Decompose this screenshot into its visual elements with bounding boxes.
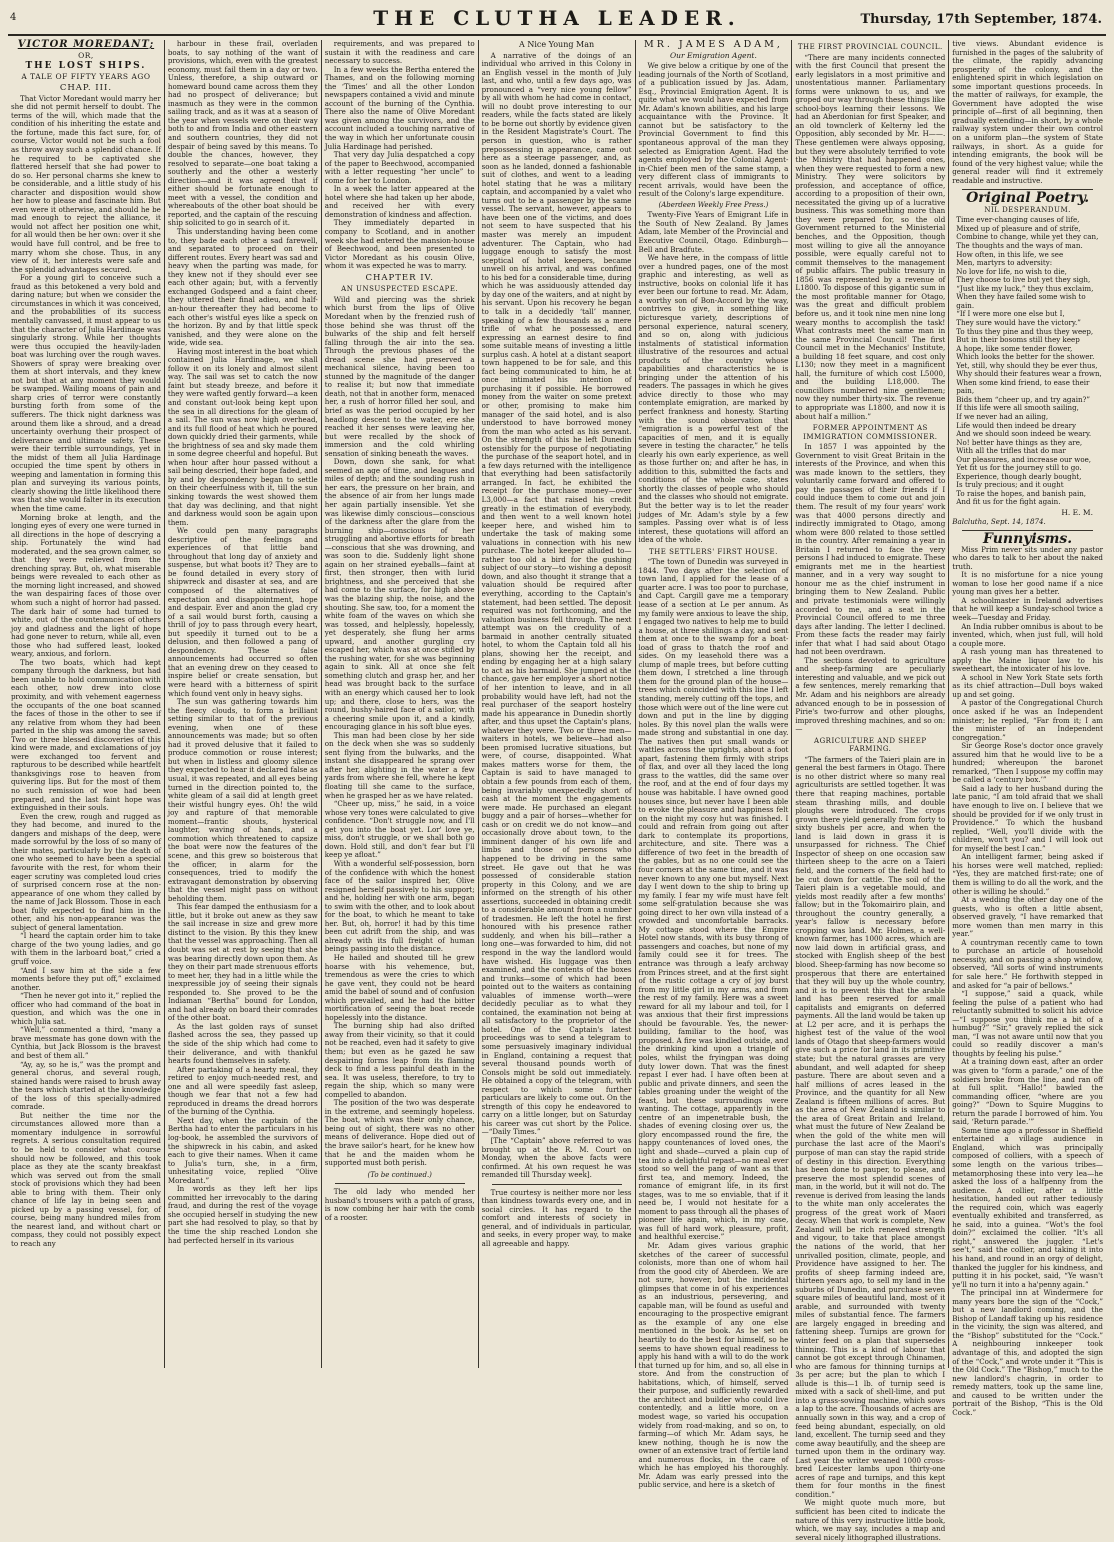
column-2	[165, 40, 322, 1368]
paragraph: A narrative of the doings of an individual who arrived in this Colony in an English vessel in the month of July last, and who, until a few days ago, was pronounced a “very nice young fellow” by all with whom he had come in contact, will no doubt prove interesting to our readers, while the facts stated are likely to be borne out shortly by evidence given in the Resident Magistrate's Court. The person in question, who is rather prepossessing in appearance, came out here as a steerage passenger, and, as soon as he landed, donned a fashionable suit of clothes, and went to a leading hotel stating that he was a military captain, and accompanied by a valet who turns out to be a passenger by the same vessel. The servant, however, appears to have been one of the victims, and does not seem to have suspected that his master was merely an impudent adventurer. The Captain, who had luggage enough to satisfy the most sceptical of hotel keepers, became unwell on his arrival, and was confined to his bed for a considerable time, during which he was assiduously attended day by day one of the waiters, and at night by his servant. Upon his recovery he began to talk in a decidedly ‘tall’ manner, speaking of a few thousands as a mere trifle of what he possessed, and expressing an earnest desire to find some suitable means of investing a little surplus cash. A hotel at a distant seaport town happened to be for sale, and this fact being communicated to him, he at once intimated his intention of purchasing it if possible. He borrowed money from the waiter on some pretext or other, promising to make him manager of the said hotel, and is also understood to have borrowed money from the man who acted as his servant. On the strength of this he left Dunedin ostensibly for the purpose of negotiating the purchase of the seaport hotel, and in a few days returned with the intelligence that everything had been satisfactorily arranged. In fact, he exhibited the receipt for the purchase money—over L3,000—a fact that raised his credit greatly in the estimation of everybody, and then went to a well known hotel keeper here, and wished him to undertake the task of making some valuations in connection with his new purchase. The hotel keeper alluded to—rather too old a bird for the gushing subject of our story—to wishing a deposit down, and also thought it strange that a valuation should be required after everything, according to the Captain's statement, had been settled. The deposit required was not forthcoming, and the valuation business fell through. The next attempt was on the credulity of a barmaid in another centrally situated hotel, to whom the Captain told all his plans, showing her the receipt, and ending by engaging her at a high salary to act as his barmaid. She jumped at the chance, gave her employer a short notice of her intention to leave, and in all probability would have left, had not the real purchaser of the seaport hostelry made his appearance in Dunedin shortly after, and thus upset the Captain's plans, whatever they were. Two or three men—waiters in hotels, we believe—had also been promised lucrative situations, but were, of course, disappointed. What makes matters worse for them, the Captain is said to have managed to obtain a few pounds from each of them, being invariably unexpectedly short of cash at the moment the engagements were made. He purchased an elegant buggy and a pair of horses—whether for cash or on credit we do not know—and occasionally drove about town, to the imminent danger of his own life and limbs and those of persons who happened to be driving in the same street. He gave out that he was possessed of considerable station property in this Colony, and we are informed on the strength of his other assertions, succeeded in obtaining credit to a considerable amount from a number of tradesmen. He left the hotel he first honoured with his presence rather suddenly, and when his bill—rather a long one—was forwarded to him, did not respond in the way the landlord would have wished. His luggage was then examined, and the contents of the boxes and trunks—some of which had been pointed out to the waiters as containing valuables of immense worth—were decidedly peculiar as to what they contained, the examination not being at all satisfactory to the proprietor of the hotel. One of the Captain's latest proceedings was to send a telegram to some persuasively imaginary individual in England, containing a request that several thousand pounds worth of Consols might be sold out immediately. He obtained a copy of the telegram, with respect to which some further particulars are likely to come out. On the strength of this copy he endeavored to carry on a little longer, but on Saturday his career was cut short by the Police.—“Daily Times.”	[481, 50, 632, 1137]
poem-signature: H. E. M.	[1061, 507, 1093, 517]
joke: Miss Prim never sits under any pastor who dares to talk to her about the naked truth.	[952, 544, 1103, 571]
paragraph: “The farmers of the Taieri plain are in general the best farmers in Otago. There is no other district where so many real agriculturists are settled together. It was there that reaping machines, portable steam thrashing mills, and double ploughs were introduced. The crops grown there yield generally from forty to sixty bushels per acre, and when the land is laid down in grass it is unsurpassed for richness. The Chief Inspector of sheep on one occasion saw thirteen sheep to the acre on a Taieri field, and the corners of the field had to be cut down for cattle. The soil of the Taieri plain is a vegetable mould, and yields most readily after a few months' fallow; but in the Tokomairiro plain, and throughout the country generally, a year's fallow is necessary before cropping was land. Mr. Holmes, a well-known farmer, has 1000 acres, which are now laid down in artificial grass, and stocked with English sheep of the best blood. Sheep-farming has now become so prosperous that there are entertained that they will buy up the whole country, and it is to prevent this that the arable land has been reserved for small capitalists and emigrants on deferred payments. All the land would be taken up at L2 per acre, and it is perhaps the highest test of the value of the wool lands of Otago that sheep-farmers would give such a price for land in its primitive state; but the natural grasses are very abundant, and well adapted for sheep pasture. There are about seven and a half millions of acres leased in the Province, and the quantity for all New Zealand is fifteen millions of acres. But as the area of New Zealand is similar to the area of Great Britain and Ireland, what must the future of New Zealand be when the gold of the white men will purchase the last acre of the Maori's purpose of man can stay the rapid stride of destiny in this direction. Everything has been done to pauper, to please, and preserve the most splendid scenes of man, in the world, but it will not do. The revenue is derived from leasing the lands to the white man only accelerates the progress of the great work of Maori decay. When that work is complete, New Zealand will be rich renewed strength and vigour, to take that place amongst the nations of the world, that her unrivalled position, climate, people, and Providence have assigned to her. The profits of sheep farming indeed are, thirteen years ago, to sell my land in the suburbs of Dunedin, and purchase seven square miles of beautiful land, most of it arable, and surrounded with twenty miles of substantial fence. The farmers are largely engaged in breeding and fattening sheep. Turnips are grown for winter feed on a plan that supersedes thinning. This is a kind of labour that cannot be got except through Chinamen, who are famous for thinning turnips at 3s per acre; but the plan to which I allude is this—1 lb. of turnip seed is mixed with a sack of shell-lime, and put into a grass-sowing machine, which sows a lap to the acre. Thousands of acres are annually sown in this way, and a crop of feed being abundant, especially, on old land, excellent. The turnip seed and they come away beautifully, and the sheep are turned upon them in the ordinary way. Last year the writer weaned 1000 cross-bred Leicester lambs upon thirty-one acres of rape and turnips, and this kept them for four months in the finest condition.”	[795, 754, 946, 1499]
poem-line: The thoughts and the ways of man.	[956, 241, 1083, 251]
column-4	[479, 40, 636, 1368]
chapter-heading: CHAP. III.	[59, 83, 113, 94]
paragraph: He hailed and shouted till he grew hoarse with his vehemence, but, tremendous as were the cries to which he gave vent, they could not be heard amid the babel of sound and of confusion which prevailed, and he had the bitter mortification of seeing the boat recede hopelessly into the distance.	[324, 952, 475, 1022]
divider	[335, 1183, 465, 1184]
poem-dateline: Balclutha, Sept. 14, 1874.	[952, 516, 1046, 526]
joke: “I suppose,” said a quack, while feeling the pulse of a patient who had reluctantly submitted to solicit his advice—“I suppose you think me a bit of a humbug?” “Sir,” gravely replied the sick man, “I was not aware until now that you could so readily discover a man's thoughts by feeling his pulse.”	[952, 989, 1103, 1058]
paragraph: In a week the latter appeared at the hotel where she had taken up her abode, and received her with every demonstration of kindness and affection.	[324, 184, 475, 219]
paragraph: We give below a critique by one of the leading journals of the North of Scotland, of a publication issued by Jas. Adam, Esq., Provincial Emigration Agent. It is quite what we would have expected from Mr. Adam's known abilities, and his large acquaintance with the Province. It cannot but be satisfactory to the Provincial Government to find this spontaneous approval of the man they selected as Emigration Agent. Had the agents employed by the Colonial Agent-in-Chief been men of the same stamp, a very different class of immigrants to recent arrivals, would have been the result of the Colony's large expenditure.	[638, 61, 789, 199]
joke: At a wedding the other day one of the guests, who is often a little absent, observed gravely, “I have remarked that more women than men marry in this year.”	[952, 895, 1103, 939]
paragraph: “There are many incidents connected with the first Council that present the early legislators in a most primitive and unostentatious manner. Parliamentary forms were unknown to us, and we groped our way through these things like school-boys learning their lessons. We had an Aberdonian for first Speaker, and an old townclerk of Kelterny led the Opposition, ably seconded by Mr. H——. These gentlemen were always opposing, but they were absolutely terrified to vote the Ministry that had happened ones, when they were requested to form a new Ministry. They were solicitors by profession, and acceptance of office, according to a proposition of their own, necessitated the giving up of a lucrative business. This was something more than they were prepared for, so the old Government returned to the Ministerial benches, and the Opposition, though most willing to give all the annoyance possible, were equally careful not to commit themselves to the management of public affairs. The public treasury in 1856 was represented by a revenue of L1800. To dispose of this gigantic sum in the most profitable manner for Otago, was the great and difficult problem before us, and it took nine men nine long weary months to accomplish the task! What contrasts meet the same man in the same Provincial Council! The first Council met in the Mechanics' Institute, a building 18 feet square, and cost only L130; now they meet in a magnificent hall, the furniture of which cost L5000, and the building L18,000. The councillors numbered nine gentlemen; now they number thirty-six. The revenue to appropriate was L1800, and now it is about half a million.”	[795, 52, 946, 421]
joke: A pastor of the Congregational Church once asked if he was an Independent minister; he replied, “Far from it; I am the minister of an Independent congregation.”	[952, 698, 1103, 742]
poem-line: Yet fit us for the journey still to go.	[956, 463, 1082, 473]
poem-line: How often, in this life, we see	[956, 249, 1064, 259]
joke: Some time ago a professor in Sheffield entertained a village audience in England, which was principally composed of colliers, with a speech of some length on the various tribes—metamorphosing these into very lea—he asked the loss of a halfpenny from the audience. A collier, after a little hesitation, handed out rather tediously the required coin, which was eagerly eventually exhibited and transferred, as he said, into a guinea. “Wot's the fool doin?” exclaimed the collier. “It's all right,” answered the juggler. “Let's see't,” said the collier, and taking it into his hand, and round in an orgy of delight, thanked the juggler for his kindness, and putting it in his pocket, said, “Ye wasn't ye'll no turn it into a ha'penny again.”	[952, 1125, 1103, 1289]
poem-line: No! better have things as they are,	[956, 437, 1083, 447]
paragraph: The old lady who mended her husband's trousers with a patch of grass, is now combing her hair with the comb of a rooster.	[324, 1187, 475, 1222]
joke: Sir George Rose's doctor once gravely assured him that he would live to be a hundred; whereupon the baronet remarked, “Then I suppose my coffin may be called a ‘century box.’”	[952, 741, 1103, 785]
poem-line: “Just like my luck,” they thus exclaim,	[956, 283, 1094, 293]
paragraph: That very day Julia despatched a copy of the paper to Beechwood, accompanied with a letter requesting “her uncle” to come for her to London.	[324, 150, 475, 185]
paragraph: “Cheer up, miss,” he said, in a voice whose very tones were calculated to give confidence. “Don't struggle now, and I'll get you into the boat yet. Lor' love ye, miss, don't struggle, or we shall both go down. Hold still, and don't fear but I'll keep ye afloat.”	[324, 799, 475, 860]
paragraph: Mr. Adam gives various graphic sketches of the career of successful colonists, more than one of whom hail from the good city of Aberdeen. We are not sure, however, but the incidental glimpses that come in of his experiences as an industrious, persevering, and capable man, will be found as useful and encouraging to the prospective emigrant as the example of any one else mentioned in the book. As he set on heartily to do the best for himself, so he seems to have shown equal readiness to apply his hand with a will to do the work that turned up for him, and so, all else in store. And from the construction of habitations, which, of himself, served their purpose, and sufficiently rewarded the architect and builder who could live contentedly, and a little more, on a modest wage, so varied his occupation widely from road-making, and so on, to farming—of which Mr. Adam says, he knew nothing, though he is now the owner of an extensive tract of fertile land and numerous flocks, in the care of which he has employed his thoroughly. Mr. Adam was early pressed into the public service, and here is a sketch of	[638, 1241, 789, 1490]
poem-line: Combine to change, while yet they can,	[956, 232, 1099, 242]
article-title: MR. JAMES ADAM,	[644, 39, 783, 50]
paragraph: This fear damped the enthusiasm for a little, but it broke out anew as they saw the sail increase in size and grew more distinct to the vision. By this they knew that the vessel was approaching. Then all doubt was set at rest by seeing that she was bearing directly down upon them. As they on their part made strenuous efforts to meet her, they had in a little while the inexpressible joy of seeing their signals responded to. She proved to be the Indiaman “Bertha” bound for London, and had already on board their comrades of the other boat.	[167, 902, 318, 1023]
poem-title: NIL DESPERANDUM.	[984, 205, 1071, 214]
column-1	[8, 40, 165, 1368]
chapter-heading: CHAPTER IV.	[365, 272, 434, 283]
serial-title: VICTOR MOREDANT;	[17, 39, 155, 50]
newspaper-title: THE CLUTHA LEADER.	[373, 6, 741, 30]
paragraph: In a few weeks the Bertha entered the Thames, and on the following morning the ‘Times’ and all the other London newspapers contained a vivid and minute account of the burning of the Cynthia. There also the name of Olive Moredant was given among the survivors, and the account included a touching narrative of the way in which her unfortunate cousin Julia Hardinage had perished.	[324, 64, 475, 151]
paragraph: The sections devoted to agriculture and sheep-farming are peculiarly interesting and valuable, and we pick out a few sentences, merely remarking that Mr. Adam and his neighbors are already advanced enough to be in possession of Pirie's two-furrow and other ploughs, improved threshing machines, and so on:—	[795, 655, 946, 734]
poem-line: “If I were more one else but I,	[956, 309, 1065, 319]
paragraph: requirements, and was prepared to sustain it with the readiness and care necessary to success.	[324, 39, 475, 66]
issue-date: Thursday, 17th September, 1874.	[860, 12, 1102, 27]
poem-line: A hope, like some tender flower,	[956, 343, 1073, 353]
paragraph: In words as they left her lips committed her irrevocably to the daring fraud, and during the rest of the voyage she occupied herself in studying the new part she had resolved to play, so that by the time the ship reached London she had perfected herself in its various	[167, 1184, 318, 1245]
poem-line: But in their bosoms still they keep	[956, 335, 1080, 345]
article-subtitle: Our Emigration Agent.	[670, 50, 757, 60]
section-heading: AGRICULTURE AND SHEEP FARMING.	[814, 736, 927, 754]
paragraph: For a young girl to conceive such a fraud as this betokened a very bold and daring nature; but when we consider the circumstances in which it was conceived, and the probabilities of its success mentally canvassed, it must appear to us that the character of Julia Hardinage was singularly strong. While her thoughts were thus occupied the heavily-laden boat was lurching over the rough waves. Showers of spray were breaking over them at short intervals, and they knew not but that at any moment they would be swamped. Wailing moans of pain and sharp cries of terror were constantly bursting forth from some of the sufferers. The thick night darkness was around them like a shroud, and a dread uncertainty overhung their prospect of deliverance and ultimate safety. These were their terrible surroundings, yet in the midst of them all Julia Hardinage occupied the time spent by others in weeping and lamentation in forming this plan and surveying its various points, clearly showing the little likelihood there was that she would falter in its execution when the time came.	[11, 273, 161, 513]
poem-line: With all the trifles that do mar	[956, 446, 1066, 456]
poem-line: Time ever-changing causes of life,	[956, 215, 1080, 225]
poem-line: And fit us for the fight again.	[956, 497, 1061, 507]
paragraph: Even the crew, rough and rugged as they had become, and inured to the dangers and mishaps of the deep, were made sorrowful by the loss of so many of their mates, particularly by the death of one who seemed to have been a special favourite with the rest, for whom their eager scrutiny was completed loud cries of surprised concern rose at the non-appearance of one whom they called by the name of Jack Blossom. Those in each boat fully expected to find him in the other, and his non-appearance was the subject of general lamentation.	[11, 811, 161, 932]
paragraph: That Victor Moredant would marry her she did not permit herself to doubt. The terms of the will, which made that the condition of his inheriting the estate and the fortune, made this fact sure, for, of course, Victor would not be such a fool as throw away such a splendid chance. If he required to be captivated she flattered herself that she had power to do so. Her personal charms she knew to be considerable, and a little study of his character and disposition would show her how to please and fascinate him. But even were it otherwise, and should he be mad enough to reject the alliance, it would not affect her position one whit, for all would then be her own: over it she would have full control, and be free to marry whom she chose. Thus, in any view of it, her interests were safe and the splendid advantages secured.	[11, 93, 161, 274]
paragraph: Wild and piercing was the shriek which burst from the lips of Olive Moredant when by the frenzied rush of those behind she was thrust off the bulwarks of the ship and felt herself falling through the air into the sea. Through the previous phases of the dread scene she had preserved a mechanical silence, having been too stunned by the magnitude of the danger to realise it; but now that immediate death, not that in another form, menaced her, a rush of horror filled her soul, and brief as was the period occupied by her headlong descent to the water, ere she reached it her senses were leaving her, but were recalled by the shock of immersion and the cold whirling sensation of sinking beneath the waves.	[324, 294, 475, 458]
paragraph: [The “Captain” above referred to was brought up at the R. M. Court on Monday, when the above facts were confirmed. At his own request he was remanded till Thursday week].	[481, 1136, 632, 1180]
paragraph: “I heard the captain order him to take charge of the two young ladies, and go with them in the larboard boat,” cried a gruff voice.	[11, 931, 161, 966]
serial-or: OR,	[78, 50, 94, 60]
paragraph: We could pen many paragraphs descriptive of the feelings and experiences of that little band throughout that long day of anxiety and suspense, but what boots it? They are to be found detailed in every story of shipwreck and disaster at sea, and are composed of the alternatives of expectation and disappointment, hope and despair. Ever and anon the glad cry of a sail would burst forth, causing a thrill of joy to pass through every heart, but speedily it turned out to be a delusion, and then followed a pang of despondency. These false announcements had occurred so often that an evening drew on they ceased to inspire belief or create sensation, but were heard with a bitterness of spirit which found vent only in heavy sighs.	[167, 526, 318, 698]
poem-line: They sure would have the victory.”	[956, 317, 1081, 327]
poem-line: Men, martyrs to adversity:	[956, 258, 1053, 268]
poem-line: They choose to live but yet they sigh,	[956, 275, 1091, 285]
poem-line: When some kind friend, to ease their pain,	[956, 377, 1090, 396]
joke: A rash young man has threatened to apply the Maine liquor law to his sweetheart, the intoxicater of his love.	[952, 647, 1103, 674]
paragraph: This understanding having been come to, they bade each other a sad farewell, and separated to proceed on their different routes. Every heart was sad and heavy when the parting was made, for they knew not if they should ever see each other again; but, with a fervently exchanged Godspeed and a faint cheer, they uttered their final adieu, and half-an-hour thereafter they had become to each other's wistful eyes like a speck on the horizon. By and by that little speck vanished, and they were alone on the wide, wide sea.	[167, 227, 318, 348]
paragraph: The position of the two was desperate in the extreme, and seemingly hopeless. The boat, which was their only chance, being out of sight, there was no other means of deliverance. Hope died out of the brave sailor's heart, for he knew how that he and the maiden whom he supported must both perish.	[324, 1098, 475, 1168]
poem	[952, 216, 1103, 507]
paragraph: True courtesy is neither more nor less than kindness towards every one, and in social circles. It has regard to the comfort and interests of society in general, and of individuals in particular, and seeks, in every proper way, to make all agreeable and happy.	[481, 1187, 632, 1249]
paragraph: Down, down she sank, for what seemed an age of time, and leagues and miles of depth; and the sounding rush in her ears, the pressure on her brain, and the absence of air from her lungs made her again partially insensible. Yet she was likewise dimly conscious—conscious of the darkness after the glare from the burning ship—conscious of her struggling and abortive efforts for breath—conscious that she was drowning, and was soon to die. Suddenly light shone again on her strained eyeballs—faint at first, then stronger, then with lurid brightness, and she perceived that she had come to the surface, for high above was the blazing ship, the noise, and the shouting. She saw, too, for a moment the white foam of the waves on which she was tossed, and helplessly, hopelessly, yet desperately, she flung her arms upward, and another gurgling cry escaped her, which was at once stifled by the rushing water, for she was beginning again to sink. All at once she felt something clutch and grasp her, and her head was brought back to the surface with an energy which caused her to look up; and there, close to hers, was the round, bushy-haired face of a sailor, with a cheering smile upon it, and a kindly, encouraging glance in his soft blue eyes.	[324, 457, 475, 732]
poem-line: Yet, still, why should they be ever thus,	[956, 360, 1098, 370]
review-heading: Twenty-Five Years of Emigrant Life in the South of New Zealand. By James Adam, late Member of the Provincial and Executive Council, Otago. Edinburgh—Bell and Bradfute.	[638, 210, 789, 254]
paragraph: harbour in these frail, overladen boats, to say nothing of the want of provisions, which, even with the greatest economy, must fail them in a day or two. Unless, therefore, a ship outward or homeward bound came across them they had no prospect of deliverance; but inasmuch as they were in the common sailing track, and as it was at a season of the year when vessels were on their way both to and from India and other eastern and southern countries, they did not despair of being saved by this means. To double the chances, however, they resolved to separate—one boat taking a southerly and the other a westerly direction—and it was agreed that if either should be fortunate enough to meet with a vessel, the condition and whereabouts of the other boat should be reported, and the captain of the rescuing ship solicited to go in search of it.	[167, 39, 318, 228]
poem-line: To thus they pine and thus they weep,	[956, 326, 1094, 336]
paragraph: Next day, when the captain of the Bertha had to enter the particulars in his log-book, he assembled the survivors of the shipwreck in his cabin, and asked each to give their names. When it came to Julia's turn, she, in a firm, unhesitating voice, replied “Olive Moredant.”	[167, 1115, 318, 1185]
paragraph: The burning ship had also drifted away from their vicinity, so that it could not be reached, even had it safety to give them; but even as he gazed he saw despairing forms leap from its flaming deck to find a less painful death in the sea. It was useless, therefore, to try to regain the ship, which so many were compelled to abandon.	[324, 1021, 475, 1099]
joke: At a training down east, after an order was given to “form a parade,” one of the soldiers broke from the line, and ran off at full split. “Hallo!” bawled the commanding officer, “where are you going?” “Down to Squire Muggins to return the parade I borrowed of him. You said, ‘Return parade.’”	[952, 1057, 1103, 1127]
poem-line: And we should soon indeed be weary.	[956, 429, 1092, 439]
column-3	[322, 40, 479, 1368]
paragraph: This man had been close by her side on the deck when she was so suddenly sent flying from the bulwarks, and the instant she disappeared he sprang over after her, alighting in the water a few yards from where she fell, where he kept floating till she came to the surface, when he grasped her as we have related.	[324, 730, 475, 800]
poem-line: Which looks the better for the shower.	[956, 352, 1095, 362]
poem-line: If this life were all smooth sailing,	[956, 403, 1079, 413]
paragraph: But neither the time nor the circumstances allowed more than a momentary indulgence in sorrowful regrets. A serious consultation required to be held to consider what course should now be followed, and this took place as they ate the scanty breakfast which was served out from the small stock of provisions which they had been able to bring with them. Their only chance of life lay in being seen and picked up by a passing vessel, for, of course, being many hundred miles from the nearest land, and without chart or compass, they could not possibly expect to reach any	[11, 1110, 161, 1249]
paragraph: “Ay, ay, so he is,” was the prompt and general chorus, and several rough, stained hands were raised to brush away the tears which started at the knowledge of the loss of this specially-admired comrade.	[11, 1059, 161, 1112]
article-heading: A Nice Young Man	[519, 40, 595, 49]
column-6	[792, 40, 949, 1542]
poem-line: Our pleasures, and increase our woe,	[956, 454, 1092, 464]
columns	[8, 36, 1106, 1542]
poem-line: To raise the hopes, and banish pain,	[956, 488, 1087, 498]
poetry-section-title: Original Poetry.	[966, 190, 1090, 207]
serial-tagline: A TALE OF FIFTY YEARS AGO	[21, 71, 151, 81]
poem-line: Is truly precious; and it ought	[956, 480, 1064, 490]
poem-line: If we never had an ailing,	[956, 411, 1049, 421]
chapter-subheading: AN UNSUSPECTED ESCAPE.	[341, 285, 459, 294]
source-line: (Aberdeen Weekly Free Press.)	[658, 200, 769, 209]
divider	[492, 1184, 622, 1185]
paragraph: Morning broke at length, and the longing eyes of every one were turned in all directions in the hope of descrying a ship. Fortunately the wind had moderated, and the sea grown calmer, so that they were relieved from the drenching spray. But, oh, what miserable beings were revealed to each other as the morning light increased, and showed the wan despairing faces of those over whom such a night of horror had passed. The dark hair of some had turned to white, out of the countenances of others joy and gladness and the light of hope had gone never to return, while all, even those who had suffered least, looked weary, anxious, and forlorn.	[11, 512, 161, 659]
joke: A countryman recently came to town to purchase an article of household necessity, and on passing a shop window, observed, “All sorts of wind instruments for sale here.” He forthwith stepped in and asked for “a pair of bellows.”	[952, 937, 1103, 990]
column-7	[949, 39, 1106, 1417]
poem-line: When they have failed some wish to gain.	[956, 292, 1086, 310]
column-5	[636, 39, 793, 1490]
paragraph: tive views. Abundant evidence is furnished in the pages of the salubrity of the climate, the rapidly advancing prosperity of the colony, and the enlightened spirit in which legislation on some important questions proceeds. In the matter of railways, for example, the Government have adopted the wise principle of—first of all beginning, then gradually extending—in short, by a whole railway system under their own control on a uniform plan—the system of State railways, in short. As a guide for intending emigrants, the book will be found of the very highest value; while the general reader will find it extremely readable and instructive.	[952, 39, 1103, 185]
paragraph: In 1857 I was appointed by the Government to visit Great Britain in the interests of the Province, and when this was made known to the settlers, they voluntarily came forward and offered to pay the passages of their friends if I could induce them to come out and join them. The result of my four years' work was that 4000 persons directly and indirectly immigrated to Otago, among whom were 800 related to those settled in the country. After remaining a year in Britain I returned to face the very persons I had induced to emigrate. These emigrants met me in the heartiest manner, and in a very way sought to honour me as the chief instrument in bringing them to New Zealand. Public and private testimonials were willingly accorded to me, and a seat in the Provincial Council offered to me three days after landing. The letter I declined. From these facts the reader may fairly infer that what I had said about Otago had not been overdrawn.	[795, 442, 946, 657]
paragraph: After partaking of a hearty meal, they retired to enjoy much-needed rest, and one and all were speedily fast asleep, though we fear that not a few had reproduced in dreams the dread horrors of the burning of the Cynthia.	[167, 1064, 318, 1117]
paragraph: “Then he never got into it,” replied the officer who had command of the boat in question, and which was the one in which Julia sat.	[11, 991, 161, 1026]
joke: A school in New York State sets forth as its chief attraction—Dull boys waked up and set going.	[952, 672, 1103, 699]
poem-line: No love for life, no wish to die,	[956, 266, 1067, 276]
poem-line: Mixed up of pleasure and of strife,	[956, 223, 1081, 233]
poem-line: Bids them “cheer up, and try again?”	[956, 394, 1090, 404]
section-heading: THE SETTLERS' FIRST HOUSE.	[648, 547, 778, 556]
paragraph: Having most interest in the boat which contained Julia Hardinage, we shall follow it on its lonely and almost silent way. The sail was set to catch the now faint but steady breeze, and before it they were wafted gently forward—a keen and constant out-look being kept upon the sea in all directions for the gleam of a sail. The sun was now high overhead, and its full flood of heat which he poured down quickly dried their garments, while the brightness of sea and sky made them in some degree cheerful and hopeful. But when hour after hour passed without a sail being descried, their hope faded, and by and by despondency began to settle on their cheerfulness with it, till the sun sinking towards the west showed them that day was declining, and that night and darkness would soon be again upon them.	[167, 346, 318, 527]
page-number: 4	[10, 12, 17, 23]
paragraph: They immediately departed in company to Scotland, and in another week she had entered the mansion-house of Beechwood, and been presented to Victor Moredant as his cousin Olive, whom it was expected he was to marry.	[324, 218, 475, 271]
paragraph: “The town of Dunedin was surveyed in 1844. Two days after the selection of town land, I applied for the lease of a quarter acre. I was too poor to purchase, and Capt. Cargill gave me a temporary lease of a section at Le per annum. As my family were anxious to leave the ship, I engaged two natives to help me to build a house, at three shillings a day, and sent them at once to the swamp for a boat-load of grass to thatch the roof and sides. On my leasehold there was a clump of maple trees, but before cutting them down, I stretched a line through them for the ground plan of the house—trees which coincided with this line I left standing, merely cutting off the tops, and those which were out of the line were cut down and put in the line by digging holes. By this novel plan the walls were made strong and substantial in one day. The natives then put small wands or wattles across the uprights, about a foot apart, fastening them firmly with strips of flax, and over all they laced the long grass to the wattles, did the same over the roof, and at the end of four days my house was habitable. I have owned good houses since, but never have I been able to evoke the pleasure and happiness felt on the night my cosy hut was finished. I could and refrain from going out after dark to contemplate its proportions, architecture, and site. There was a difference of two feet in the breadth of the gables, but as no one could see the four corners at the same time, and it was never known to any one but myself. Next day I went down to the ship to bring up my family. I fear my wife must have felt some self-gratulation because she was going direct to her own villa instead of a crowded and uncomfortable barracks. My cottage stood where the Empire Hotel now stands, with its busy throng of passengers and coaches, but none of my family could see it for trees. The entrance was through a leafy archway from Princes street, and at the first sight of the rustic cottage a cry of joy burst from my little girl in my arms, and from the rest of my family. Here was a sweet reward for all my labour and toil, for I was anxious that their first impressions should be favourable. Yes, the newer-building, familiar to the hoof, was proposed. A fire was kindled outside, and the drinking kind upon a triangle of poles, whilst the fryingpan was doing duty lower down. That was the finest repast I ever had. I have often been at public and private dinners, and seen the tables groaning under the weight of the feast, but these surroundings were wanting. The cottage, apparently in the centre of an impenetrable bush, the shades of evening closing over us, the glory encompassed round the fire, the happy countenances of loved ones, the light and shade—curved a plain cup of tea into a delightful repast—no meal ever stood so well the pang of want as that first tea, and memory. Indeed, the romance of emigrant life, in its first stages, was to me so enviable, that if it need be, I would not hesitate for a moment to pass through all the phases of pioneer life again, which, in my case, was full of hard work, pleasure, profit, and healthful exercise.”	[638, 557, 789, 1242]
paragraph: “Well,” commented a third, “many a brave messmate has gone down with the Cynthia, but Jack Blossom is the bravest and best of them all.”	[11, 1025, 161, 1060]
paragraph: With a wonderful self-possession, born of the confidence with which the honest face of the sailor inspired her, Olive resigned herself passively to his support; and he, holding her with one arm, began to swim with the other, and to look about for the boat, to which he meant to take her. But, oh, horror! it had by this time been cut adrift from the ship, and was already with its full freight of human beings passing into the distance.	[324, 858, 475, 954]
poem-line: Experience, though dearly bought,	[956, 471, 1082, 481]
masthead	[8, 4, 1106, 36]
paragraph: We have here, in the compass of little over a hundred pages, one of the most graphic and interesting, as well as instructive, books on colonial life it has ever been our fortune to read. Mr. Adam, a worthy son of Bon-Accord by the way, contrives to give, in something like picturesque variety, descriptions of personal experience, natural scenery, and so on, along with judicious instalments of statistical information illustrative of the resources and actual products of the country whose capabilities and characteristics he is bringing under the attention of his readers. The passages in which he gives advice directly to those who may contemplate emigration, are marked by perfect frankness and honesty. Starting with the sound observation that “emigration is a powerful test of the capacities of men, and it is equally severe in testing the character,” he tells clearly his own early experience, as well as those further on; and after he has, in addition to this, submitted the facts and conditions of the whole case, states shortly the classes of people who should and the classes who should not emigrate. But the better way is to let the reader judges of Mr. Adam's style by a few samples. Passing over what is of less interest, these quotations will afford an idea of the whole.	[638, 253, 789, 545]
paragraph: As the last golden rays of sunset flashed across the sea, they passed up the side of the ship which had come to their deliverance, and with thankful hearts found themselves in safety.	[167, 1021, 318, 1066]
paragraph: The two boats, which had kept company through the darkness, but had been unable to hold communication with each other, now drew into close proximity, and with vehement eagerness the occupants of the one boat scanned the faces of those in the other to see if any relative from whom they had been parted in the ship was among the saved. Two or three blessed discoveries of this kind were made, and exclamations of joy were exchanged too fervent and rapturous to be described while heartfelt thanksgivings rose to heaven from quivering lips. But for the most of them no such remission of woe had been prepared, and the last faint hope was extinguished in their souls.	[11, 657, 161, 813]
joke: Said a lady to her husband during the late panic, “I am told afraid that we shall have enough to live on. I believe that we should be provided for if we only trust in Providence.” To which the husband replied, “Well, you'll divide with the children, won't you? and I will look out for myself the best I can.”	[952, 783, 1103, 853]
to-be-continued: (To be continued.)	[367, 1170, 432, 1179]
paragraph: We might quote much more, but sufficient has been cited to indicate the nature of this very instructive little book, which, we may say, includes a map and several nicely lithographed illustrations.	[795, 1498, 946, 1542]
paragraph: “And I saw him at the side a few moments before they put off,” exclaimed another.	[11, 965, 161, 992]
funnyisms-title: Funnyisms.	[983, 531, 1073, 548]
serial-subtitle: THE LOST SHIPS.	[25, 61, 147, 72]
joke: An India rubber omnibus is about to be invented, which, when just full, will hold a couple more.	[952, 621, 1103, 648]
joke: A schoolmaster in Ireland advertises that he will keep a Sunday-school twice a week—Tuesday and Friday.	[952, 595, 1103, 622]
joke: An intelligent farmer, being asked if his horses were well matched, replied: “Yes, they are matched first-rate; one of them is willing to do all the work, and the other is willing he should.”	[952, 852, 1103, 896]
joke: It is no misfortune for a nice young woman to lose her good name if a nice young man gives her a better.	[952, 570, 1103, 597]
paragraph: The sun was gathering towards him the fleecy clouds, to form a brilliant setting similar to that of the previous evening, when one of these announcements was made; but so often had it proved delusive that it failed to produce commotion or rouse interest; but when in listless and gloomy silence they expected to hear it declared false as usual, it was repeated, and all eyes being turned in the direction pointed to, the white gleam of a sail did at length greet their wistful hungry eyes. Oh! the wild joy and rapture of that memorable moment—frantic shouts, hysterical laughter, waving of hands, and a commotion which threatened to capsize the boat were now the features of the scene, and this grew so boisterous that the officer, in alarm for the consequences, tried to modify the extravagant demonstration by observing that the vessel might pass on without beholding them.	[167, 697, 318, 903]
section-heading: THE FIRST PROVINCIAL COUNCIL.	[797, 43, 943, 51]
poem-line: Life would then indeed be dreary	[956, 420, 1077, 430]
section-heading: FORMER APPOINTMENT AS IMMIGRATION COMMISSIONER.	[803, 424, 938, 441]
joke: The principal inn at Windermere for many years bore the sign of the “Cock,” but a new landlord coming, and the Bishop of Landaff taking up his residence in the vicinity, the sign was altered, and the “Bishop” substituted for the “Cock.” A neighbouring innkeeper took advantage of this, and adopted the sign of the “Cock,” and wrote under it “This is the Old Cock.” The “Bishop,” much to the new landlord's chagrin, in order to remedy matters, took up the same line, and caused to be written under the portrait of the Bishop, “This is the Old Cock.”	[952, 1288, 1103, 1417]
poem-line: Why should their features wear a frown,	[956, 369, 1102, 379]
